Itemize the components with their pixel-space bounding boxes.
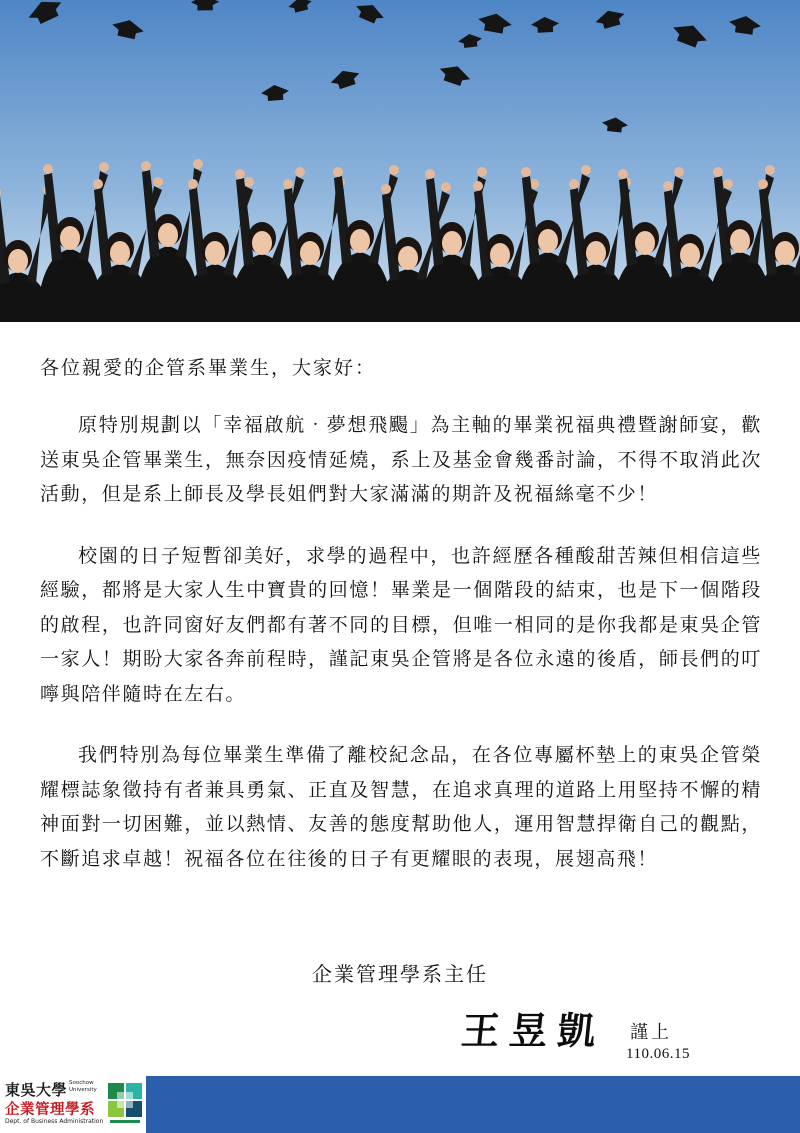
paragraph-3: 我們特別為每位畢業生準備了離校紀念品，在各位專屬杯墊上的東吳企管榮耀標誌象徵持有者兼具勇氣、正直及智慧，在追求真理的道路上用堅持不懈的精神面對一切困難，並以熱情、友善的態度幫助他人，運用智慧捍衛自己的觀點，不斷追求卓越！祝福各位在往後的日子有更耀眼的表現，展翅高飛！ [40,744,762,870]
greeting: 各位親愛的企管系畢業生，大家好： [40,357,377,379]
logo-department-en: Dept. of Business Administration [5,1118,104,1125]
paragraph-2: 校園的日子短暫卻美好，求學的過程中，也許經歷各種酸甜苦辣但相信這些經驗，都將是大家人生中寶貴的回憶！畢業是一個階段的結束，也是下一個階段的啟程，也許同窗好友們都有著不同的目標，但唯一相同的是你我都是東吳企管一家人！期盼大家各奔前程時，謹記東吳企管將是各位永遠的後盾，師長們的叮嚀與陪伴隨時在左右。 [40,544,762,705]
signature-date: 110.06.15 [626,1046,690,1062]
department-logo [0,1076,146,1133]
logo-university-en [69,1080,97,1093]
logo-university-zh: 東吳大學 [5,1081,68,1099]
logo-university-en-line1: Soochow [69,1080,94,1086]
logo-university-en-line2: University [69,1086,97,1093]
letter-body [40,352,762,903]
hero-photo [0,0,800,322]
paragraph-1: 原特別規劃以「幸福啟航‧夢想飛颺」為主軸的畢業祝福典禮暨謝師宴，歡送東吳企管畢業生，無奈因疫情延燒，系上及基金會幾番討論，不得不取消此次活動，但是系上師長及學長姐們對大家滿滿的期許及祝福絲毫不少！ [40,414,762,505]
logo-department-zh: 企業管理學系 [5,1102,95,1118]
department-emblem-icon [108,1083,142,1125]
signature-suffix: 謹上 [630,1022,672,1043]
handwritten-signature: 王昱凱 [459,1008,609,1053]
signer-title: 企業管理學系主任 [312,962,488,986]
graduation-caps-illustration [0,0,800,322]
